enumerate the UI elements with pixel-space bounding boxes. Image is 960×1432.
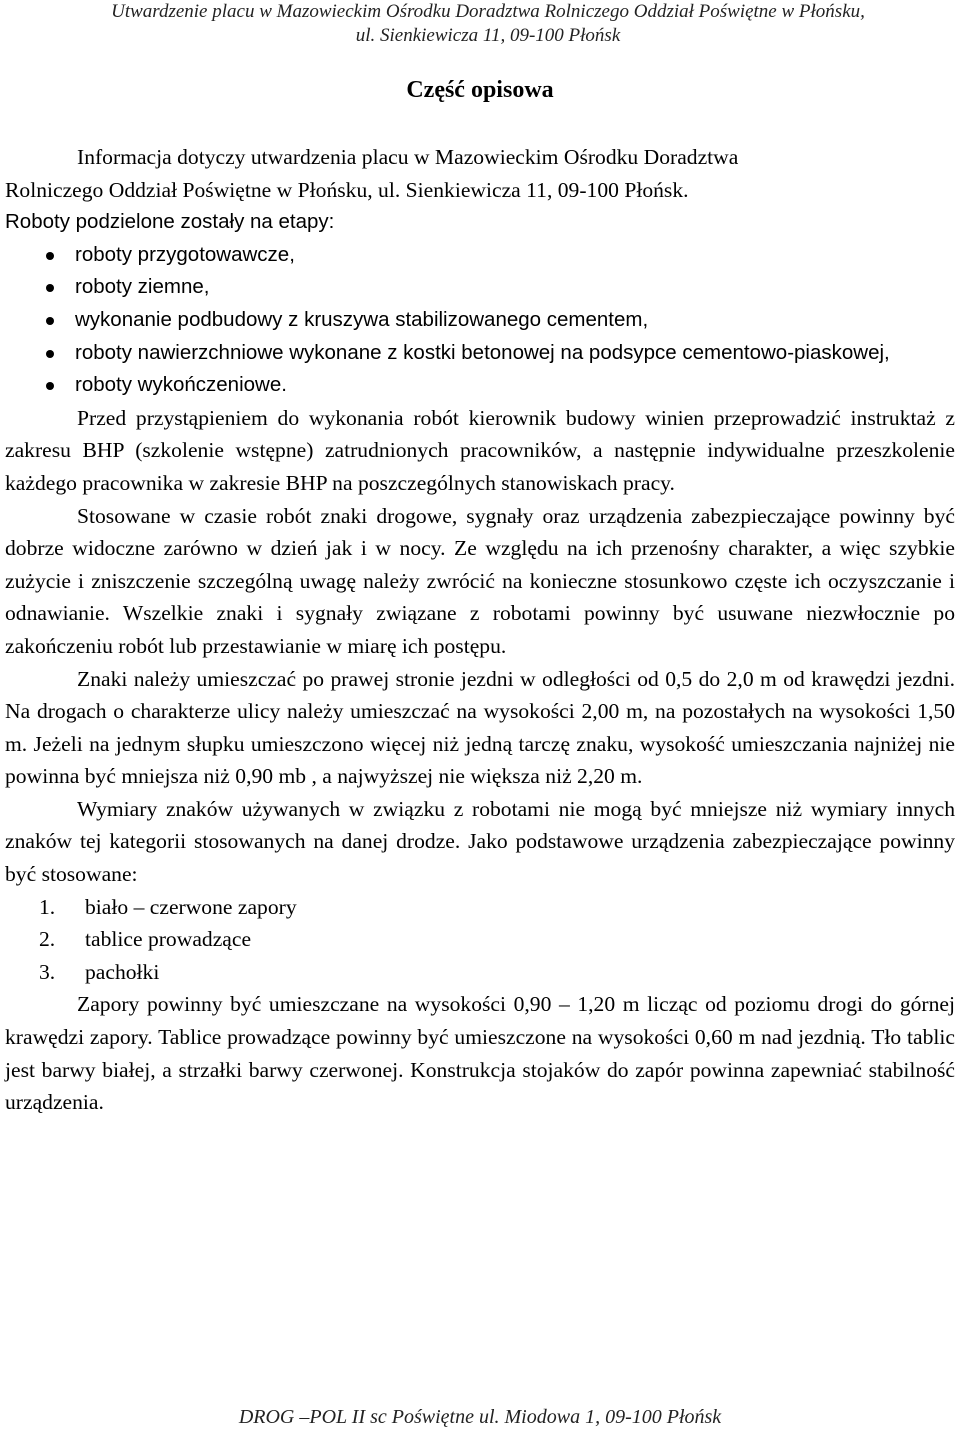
header-line-1: Utwardzenie placu w Mazowieckim Ośrodku Doradztwa Rolniczego Oddział Poświętne w Płońsku, xyxy=(111,1,865,22)
header-line-2: ul. Sienkiewicza 11, 09-100 Płońsk xyxy=(355,25,621,46)
list-number: 2. xyxy=(39,927,56,952)
paragraph-dimensions: Wymiary znaków używanych w związku z robotami nie mogą być mniejsze niż wymiary innych znaków tej kategorii stosowanych na danej drodze. Jako podstawowe urządzenia zabezpieczające powinny być stosowane: xyxy=(5,796,955,887)
list-label: pachołki xyxy=(85,959,160,984)
document-body xyxy=(5,141,955,1119)
stages-list xyxy=(5,239,955,402)
intro-line-1: Informacja dotyczy utwardzenia placu w Mazowieckim Ośrodku Doradztwa xyxy=(77,145,739,169)
list-label: biało – czerwone zapory xyxy=(85,894,297,919)
paragraph-barriers: Zapory powinny być umieszczane na wysokości 0,90 – 1,20 m licząc od poziomu drogi do górnej krawędzi zapory. Tablice prowadzące powinny być umieszczone na wysokości 0,60 m nad jezdnią. Tło tablic jest barwy białej, a strzałki barwy czerwonej. Konstrukcja stojaków do zapór powinna zapewniać stabilność urządzenia. xyxy=(5,992,955,1115)
list-item xyxy=(5,956,955,989)
list-number: 1. xyxy=(39,894,56,919)
paragraph-bhp: Przed przystąpieniem do wykonania robót kierownik budowy winien przeprowadzić instruktaż z zakresu BHP (szkolenie wstępne) zatrudnionych pracowników, a następnie indywidualne przeszkolenie każdego pracownika w zakresie BHP na poszczególnych stanowiskach pracy. xyxy=(5,405,955,495)
page-header xyxy=(78,0,898,48)
list-item: roboty nawierzchniowe wykonane z kostki betonowej na podsypce cementowo-piaskowej, xyxy=(5,337,955,370)
paragraph-placement: Znaki należy umieszczać po prawej stronie jezdni w odległości od 0,5 do 2,0 m od krawędzi jezdni. Na drogach o charakterze ulicy należy umieszczać na wysokości 2,00 m, na pozostałych na wysokości 1,50 m. Jeżeli na jednym słupku umieszczono więcej niż jedną tarczę znaku, wysokość umieszczania najniżej nie powinna być mniejsza niż 0,90 mb , a najwyższej nie większa niż 2,20 m. xyxy=(5,666,955,789)
list-item xyxy=(5,923,955,956)
intro-line-2: Rolniczego Oddział Poświętne w Płońsku, ul. Sienkiewicza 11, 09-100 Płońsk. xyxy=(5,177,689,202)
devices-list xyxy=(5,891,955,989)
list-item: roboty wykończeniowe. xyxy=(5,369,955,402)
stages-lead: Roboty podzielone zostały na etapy: xyxy=(5,210,335,234)
list-item: roboty ziemne, xyxy=(5,271,955,304)
page-footer: DROG –POL II sc Poświętne ul. Miodowa 1, 09-100 Płońsk xyxy=(238,1406,722,1428)
list-item: roboty przygotowawcze, xyxy=(5,239,955,272)
document-title: Część opisowa xyxy=(406,77,554,103)
paragraph-signs: Stosowane w czasie robót znaki drogowe, sygnały oraz urządzenia zabezpieczające powinny być dobrze widoczne zarówno w dzień jak i w nocy. Ze względu na ich przenośny charakter, a więc szybkie zużycie i zniszczenie szczególną uwagę należy zwrócić na konieczne stosunkowo częste ich oczyszczanie i odnawianie. Wszelkie znaki i sygnały związane z robotami powinny być usuwane niezwłocznie po zakończeniu robót lub przestawianie w miarę ich postępu. xyxy=(5,503,955,658)
list-label: tablice prowadzące xyxy=(85,927,252,952)
list-item xyxy=(5,891,955,924)
list-number: 3. xyxy=(39,959,56,984)
list-item: wykonanie podbudowy z kruszywa stabilizowanego cementem, xyxy=(5,304,955,337)
